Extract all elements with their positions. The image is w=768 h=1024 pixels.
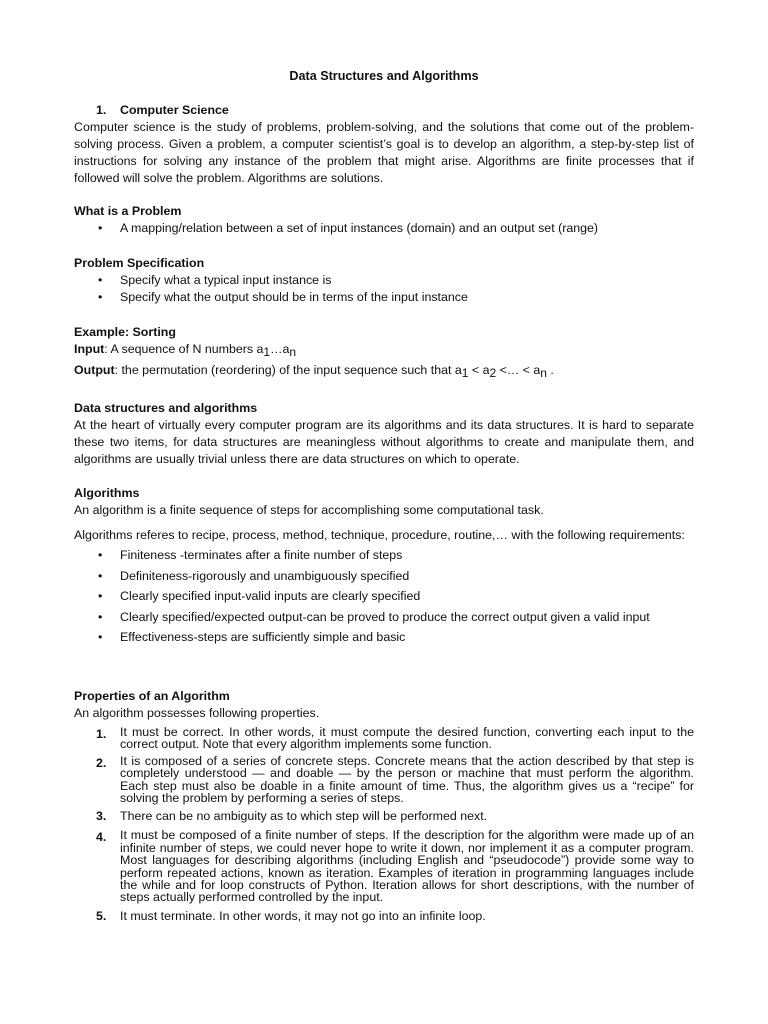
page-title: Data Structures and Algorithms — [289, 69, 479, 83]
section-algorithms — [74, 485, 694, 650]
subheading: Properties of an Algorithm — [74, 689, 230, 703]
item-number: 2. — [96, 755, 107, 770]
list-item — [74, 829, 694, 903]
subheading: Algorithms — [74, 486, 140, 500]
list-item: • Definiteness-rigorously and unambiguously specified — [74, 568, 694, 585]
list-item: • Finiteness -terminates after a finite number of steps — [74, 547, 694, 564]
subscript: 1 — [461, 366, 469, 380]
list-item — [74, 908, 694, 925]
subheading: Data structures and algorithms — [74, 401, 258, 415]
output-text: . — [546, 363, 554, 377]
section-what-is-problem — [74, 203, 694, 237]
subheading: What is a Problem — [74, 204, 182, 218]
input-text: : A sequence of N numbers a — [104, 342, 264, 356]
section-paragraph: An algorithm possesses following properties. — [74, 706, 320, 720]
item-text: There can be no ambiguity as to which step will be performed next. — [120, 809, 488, 824]
bullet-list — [74, 272, 694, 306]
list-item: • Specify what the output should be in terms of the input instance — [74, 289, 694, 306]
item-text: It must be correct. In other words, it must compute the desired function, converting each input to the correct output. Note that every algorithm implements some function. — [120, 725, 694, 752]
section-ds-algo — [74, 400, 694, 468]
item-number: 5. — [96, 908, 107, 923]
list-item: • Effectiveness-steps are sufficiently simple and basic — [74, 629, 694, 646]
input-line — [74, 341, 694, 362]
bullet-list — [74, 220, 694, 237]
list-item: • Clearly specified input-valid inputs are clearly specified — [74, 588, 694, 605]
output-text: < a — [468, 363, 490, 377]
input-label: Input — [74, 342, 105, 356]
item-text: It must be composed of a finite number of steps. If the description for the algorithm were made up of an infinite number of steps, we could never hope to write it down, nor implement it as a computer program. Most languages for describing algorithms (including English and “pseudocode”) provide some way to perform repeated actions, known as iteration. Examples of iteration in programming languages include the while and for loop constructs of Python. Iteration allows for short descriptions, with the number of steps actually performed controlled by the input. — [120, 828, 694, 905]
list-item — [74, 808, 694, 825]
list-item: • Clearly specified/expected output-can be proved to produce the correct output given a valid input — [74, 609, 694, 626]
item-number: 3. — [96, 809, 107, 824]
section-heading — [74, 102, 694, 119]
section-properties — [74, 688, 694, 929]
output-text: <… < a — [496, 363, 541, 377]
subscript: n — [540, 366, 547, 380]
item-number: 1. — [96, 727, 107, 741]
subheading: Example: Sorting — [74, 325, 176, 339]
item-text: It is composed of a series of concrete steps. Concrete means that the action described by that step is completely understood — and doable — by the person or machine that must perform the algorithm. Each step must also be doable in a finite amount of time. Thus, the algorithm gives us a “recipe” for solving the problem by performing a series of steps. — [120, 753, 694, 806]
section-example-sorting — [74, 324, 694, 379]
section-paragraph: At the heart of virtually every computer program are its algorithms and its data structures. It is hard to separate these two items, for data structures are meaningless without algorithms to create and manipulate them, and algorithms are usually trivial unless there are data structures on which to operate. — [74, 418, 694, 466]
output-line — [74, 362, 694, 379]
output-label: Output — [74, 363, 115, 377]
bullet-list — [74, 547, 694, 646]
section-problem-spec — [74, 255, 694, 306]
subheading: Problem Specification — [74, 256, 205, 270]
section-title: Computer Science — [120, 103, 229, 117]
item-number: 4. — [96, 830, 107, 845]
output-text: : the permutation (reordering) of the input sequence such that a — [114, 363, 462, 377]
list-item: • Specify what a typical input instance is — [74, 272, 694, 289]
subscript: 1 — [263, 345, 271, 359]
section-paragraph: Algorithms referes to recipe, process, method, technique, procedure, routine,… with the following requirements: — [74, 528, 685, 542]
numbered-list — [74, 726, 694, 925]
list-item: • A mapping/relation between a set of input instances (domain) and an output set (range) — [74, 220, 694, 237]
subscript: n — [289, 345, 297, 359]
list-item — [74, 726, 694, 751]
subscript: 2 — [489, 366, 497, 380]
section-computer-science — [74, 102, 694, 187]
section-paragraph: An algorithm is a finite sequence of steps for accomplishing some computational task. — [74, 503, 544, 517]
section-paragraph: Computer science is the study of problems, problem-solving, and the solutions that come out of the problem-solving process. Given a problem, a computer scientist’s goal is to develop an algorithm, a step-by-step list of instructions for solving any instance of the problem that might arise. Algorithms are finite processes that if followed will solve the problem. Algorithms are solutions. — [74, 120, 694, 185]
list-item — [74, 755, 694, 805]
section-number: 1. — [96, 103, 107, 117]
item-text: It must terminate. In other words, it may not go into an infinite loop. — [120, 908, 486, 923]
input-text: …a — [270, 342, 290, 356]
